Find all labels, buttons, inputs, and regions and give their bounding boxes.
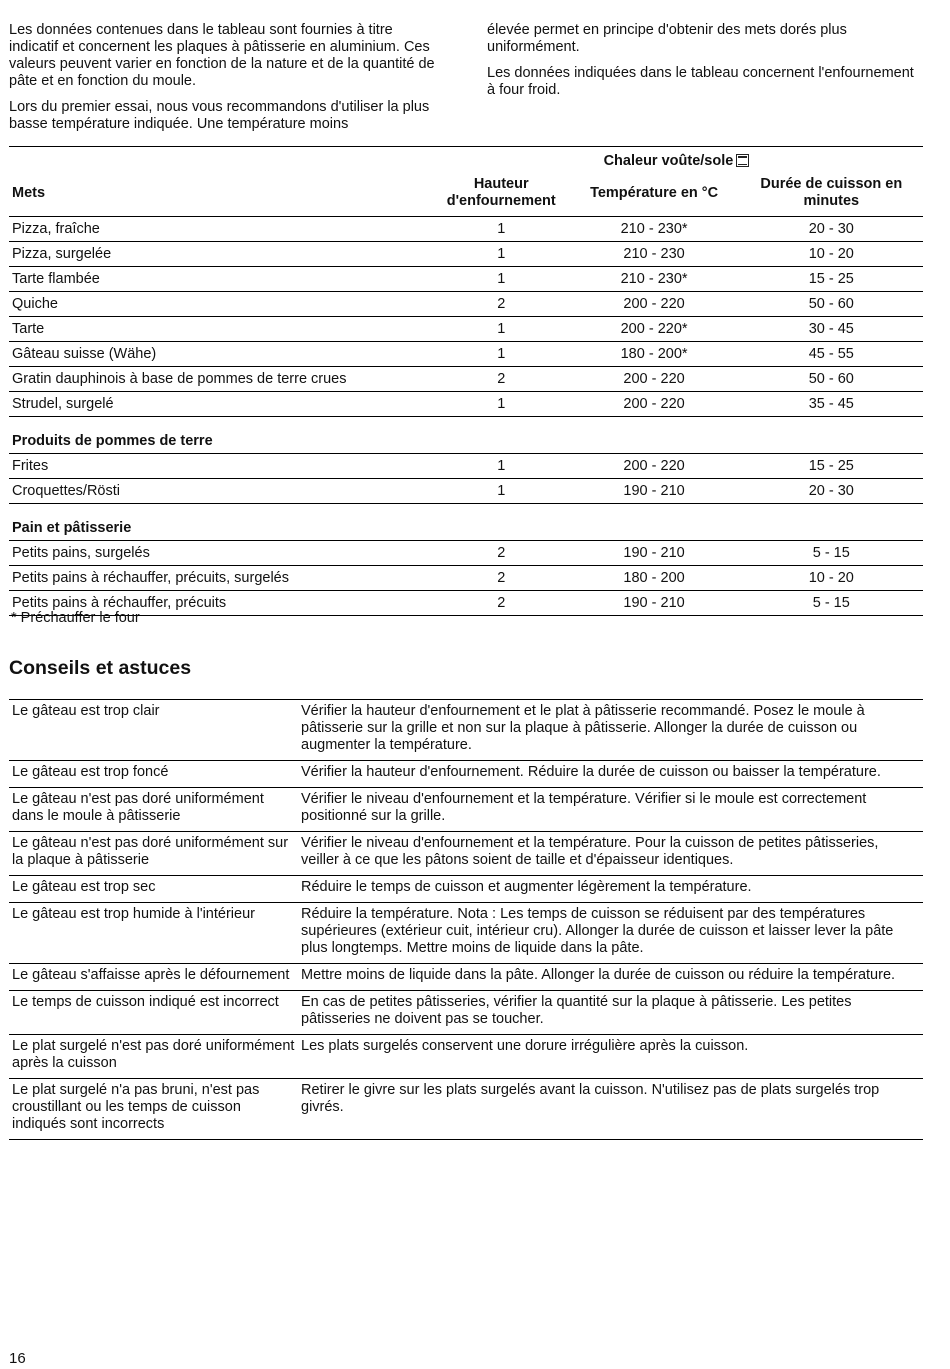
table-row — [9, 566, 923, 591]
table-row — [9, 479, 923, 504]
table-row — [9, 342, 923, 367]
tip-solution: Vérifier la hauteur d'enfournement et le plat à pâtisserie recommandé. Posez le moule à pâtisserie sur la grille et non sur la plaque à pâtisserie. Allonger la durée de cuisson ou augmenter la température. — [298, 700, 923, 761]
table-cell: 15 - 25 — [740, 267, 923, 292]
tip-problem: Le plat surgelé n'est pas doré uniformément après la cuisson — [9, 1035, 298, 1079]
tip-solution: Vérifier le niveau d'enfournement et la température. Pour la cuisson de petites pâtisseries, veiller à ce que les pâtons soient de taille et d'épaisseur identiques. — [298, 832, 923, 876]
table-cell: Petits pains à réchauffer, précuits, surgelés — [9, 566, 434, 591]
tip-problem: Le gâteau est trop foncé — [9, 761, 298, 788]
tip-row — [9, 832, 923, 876]
table-row — [9, 267, 923, 292]
section-label: Produits de pommes de terre — [9, 417, 923, 454]
table-cell: 190 - 210 — [569, 479, 740, 504]
tip-row — [9, 761, 923, 788]
column-header: Hauteur d'enfournement — [434, 170, 569, 217]
table-cell: 5 - 15 — [740, 591, 923, 616]
heating-mode-header — [569, 147, 923, 170]
top-bottom-heat-icon — [736, 154, 749, 167]
tip-problem: Le gâteau est trop clair — [9, 700, 298, 761]
intro-paragraph: élevée permet en principe d'obtenir des mets dorés plus uniformément. — [487, 22, 847, 55]
table-cell: 200 - 220 — [569, 292, 740, 317]
tip-problem: Le gâteau est trop humide à l'intérieur — [9, 903, 298, 964]
tip-row — [9, 964, 923, 991]
table-row — [9, 242, 923, 267]
tip-row — [9, 1035, 923, 1079]
intro-paragraph: Lors du premier essai, nous vous recommandons d'utiliser la plus basse température indiquée. Une température moins — [9, 99, 430, 132]
table-cell: Tarte flambée — [9, 267, 434, 292]
intro-paragraph: Les données indiquées dans le tableau concernent l'enfournement à four froid. — [487, 65, 914, 98]
table-cell: 200 - 220 — [569, 454, 740, 479]
table-cell: 210 - 230* — [569, 267, 740, 292]
table-row — [9, 292, 923, 317]
table-cell: 10 - 20 — [740, 242, 923, 267]
tip-solution: En cas de petites pâtisseries, vérifier la quantité sur la plaque à pâtisserie. Les petites pâtisseries ne doivent pas se toucher. — [298, 991, 923, 1035]
table-cell: 45 - 55 — [740, 342, 923, 367]
table-cell: 50 - 60 — [740, 292, 923, 317]
table-cell: 20 - 30 — [740, 479, 923, 504]
table-cell: 20 - 30 — [740, 217, 923, 242]
table-cell: 190 - 210 — [569, 541, 740, 566]
tip-problem: Le gâteau n'est pas doré uniformément sur la plaque à pâtisserie — [9, 832, 298, 876]
baking-table — [9, 146, 923, 616]
table-row — [9, 217, 923, 242]
intro-right-column — [487, 22, 923, 142]
tip-problem: Le gâteau s'affaisse après le défournement — [9, 964, 298, 991]
table-cell: Pizza, fraîche — [9, 217, 434, 242]
table-cell: 2 — [434, 591, 569, 616]
table-cell: Quiche — [9, 292, 434, 317]
table-row — [9, 454, 923, 479]
table-row — [9, 317, 923, 342]
column-header: Température en °C — [569, 170, 740, 217]
table-cell: Gâteau suisse (Wähe) — [9, 342, 434, 367]
table-row — [9, 367, 923, 392]
table-cell: 200 - 220 — [569, 367, 740, 392]
table-cell: 1 — [434, 242, 569, 267]
table-cell: 2 — [434, 292, 569, 317]
table-section-row — [9, 504, 923, 541]
table-cell: 10 - 20 — [740, 566, 923, 591]
table-cell: 210 - 230 — [569, 242, 740, 267]
column-header: Mets — [9, 170, 434, 217]
table-cell: Pizza, surgelée — [9, 242, 434, 267]
table-row — [9, 541, 923, 566]
section-label: Pain et pâtisserie — [9, 504, 923, 541]
table-cell: 1 — [434, 317, 569, 342]
tip-solution: Réduire la température. Nota : Les temps de cuisson se réduisent par des températures supérieures (extérieur cuit, intérieur cru). Allonger la durée de cuisson et laisser lever la pâte plus longtemps. Mettre moins de liquide dans la pâte. — [298, 903, 923, 964]
heating-mode-label: Chaleur voûte/sole — [603, 153, 734, 169]
tip-problem: Le gâteau n'est pas doré uniformément dans le moule à pâtisserie — [9, 788, 298, 832]
tip-problem: Le gâteau est trop sec — [9, 876, 298, 903]
table-cell: Petits pains, surgelés — [9, 541, 434, 566]
table-cell: Croquettes/Rösti — [9, 479, 434, 504]
table-cell: 210 - 230* — [569, 217, 740, 242]
column-header: Durée de cuisson en minutes — [740, 170, 923, 217]
tip-solution: Vérifier la hauteur d'enfournement. Réduire la durée de cuisson ou baisser la température. — [298, 761, 923, 788]
intro-paragraph: Les données contenues dans le tableau sont fournies à titre indicatif et concernent les plaques à pâtisserie en aluminium. Ces valeurs peuvent varier en fonction de la nature et de la quantité de pâte et en fonction du moule. — [9, 22, 435, 89]
table-cell: Frites — [9, 454, 434, 479]
table-cell: Tarte — [9, 317, 434, 342]
tip-row — [9, 700, 923, 761]
table-cell: 180 - 200* — [569, 342, 740, 367]
page-number: 16 — [9, 1350, 26, 1367]
table-row — [9, 591, 923, 616]
tip-problem: Le temps de cuisson indiqué est incorrect — [9, 991, 298, 1035]
tip-solution: Vérifier le niveau d'enfournement et la température. Vérifier si le moule est correctement positionné sur la grille. — [298, 788, 923, 832]
table-row — [9, 392, 923, 417]
table-section-row — [9, 417, 923, 454]
table-cell: 190 - 210 — [569, 591, 740, 616]
tip-row — [9, 903, 923, 964]
tip-solution: Les plats surgelés conservent une dorure irrégulière après la cuisson. — [298, 1035, 923, 1079]
table-cell: 50 - 60 — [740, 367, 923, 392]
table-cell: 1 — [434, 342, 569, 367]
table-cell: 1 — [434, 392, 569, 417]
intro-left-column — [9, 22, 445, 142]
tip-solution: Mettre moins de liquide dans la pâte. Allonger la durée de cuisson ou réduire la température. — [298, 964, 923, 991]
tip-solution: Réduire le temps de cuisson et augmenter légèrement la température. — [298, 876, 923, 903]
table-cell: 15 - 25 — [740, 454, 923, 479]
tips-table — [9, 699, 923, 1140]
table-cell: Petits pains à réchauffer, précuits — [9, 591, 434, 616]
table-cell: 35 - 45 — [740, 392, 923, 417]
tip-row — [9, 788, 923, 832]
tip-row — [9, 876, 923, 903]
table-cell: 1 — [434, 217, 569, 242]
table-cell: 180 - 200 — [569, 566, 740, 591]
table-cell: 200 - 220* — [569, 317, 740, 342]
tip-solution: Retirer le givre sur les plats surgelés avant la cuisson. N'utilisez pas de plats surgelés trop givrés. — [298, 1079, 923, 1140]
tip-problem: Le plat surgelé n'a pas bruni, n'est pas croustillant ou les temps de cuisson indiqués sont incorrects — [9, 1079, 298, 1140]
tip-row — [9, 991, 923, 1035]
table-cell: 1 — [434, 479, 569, 504]
table-cell: 1 — [434, 454, 569, 479]
tip-row — [9, 1079, 923, 1140]
table-cell: 2 — [434, 541, 569, 566]
table-cell: Strudel, surgelé — [9, 392, 434, 417]
footnote: * Préchauffer le four — [11, 610, 140, 626]
table-cell: 1 — [434, 267, 569, 292]
table-cell: 5 - 15 — [740, 541, 923, 566]
table-cell: 2 — [434, 566, 569, 591]
table-cell: Gratin dauphinois à base de pommes de terre crues — [9, 367, 434, 392]
intro-text — [9, 22, 923, 142]
table-cell: 2 — [434, 367, 569, 392]
section-title: Conseils et astuces — [9, 657, 192, 679]
table-cell: 200 - 220 — [569, 392, 740, 417]
table-cell: 30 - 45 — [740, 317, 923, 342]
